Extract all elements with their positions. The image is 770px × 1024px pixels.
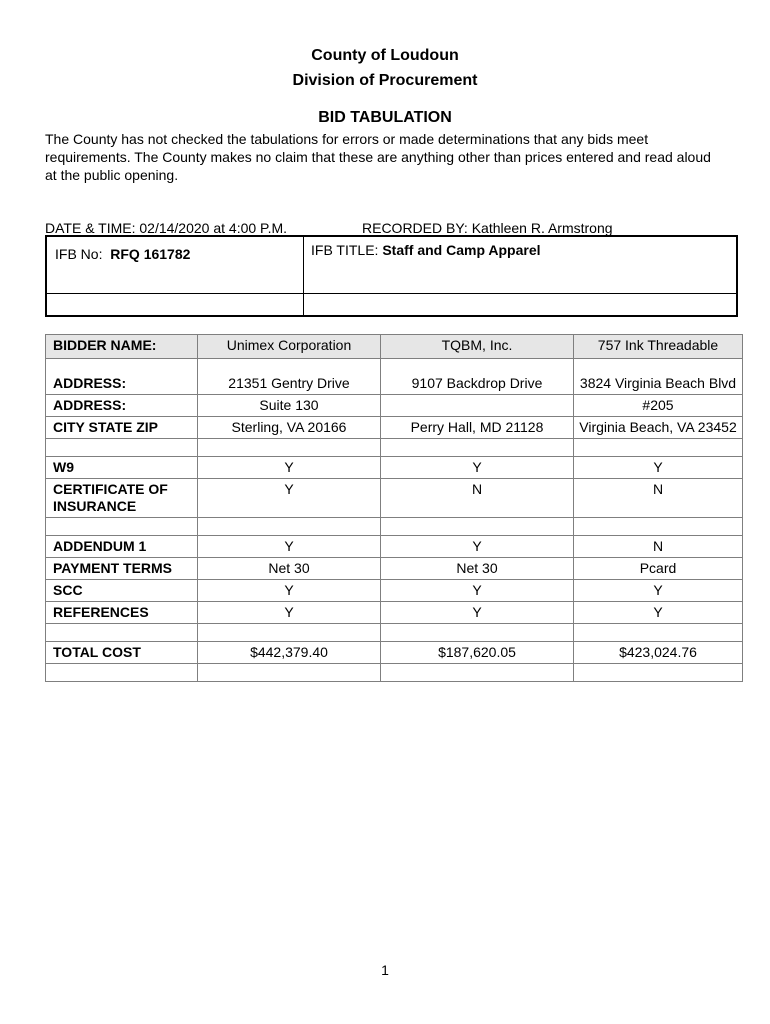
table-row bbox=[46, 417, 743, 439]
date-time: DATE & TIME: 02/14/2020 at 4:00 P.M. bbox=[45, 220, 288, 236]
table-row bbox=[46, 664, 743, 682]
references-cell: Y bbox=[574, 602, 743, 624]
scc-label: SCC bbox=[46, 580, 198, 602]
ifb-number-value: RFQ 161782 bbox=[110, 246, 191, 262]
coi-cell: N bbox=[574, 479, 743, 518]
table-row bbox=[46, 359, 743, 395]
addendum-cell: Y bbox=[198, 536, 381, 558]
address2-cell bbox=[381, 395, 574, 417]
total-cost-cell: $187,620.05 bbox=[381, 642, 574, 664]
payment-terms-cell: Net 30 bbox=[198, 558, 381, 580]
w9-cell: Y bbox=[574, 457, 743, 479]
bidder-name: 757 Ink Threadable bbox=[574, 335, 743, 359]
address2-cell: #205 bbox=[574, 395, 743, 417]
w9-cell: Y bbox=[198, 457, 381, 479]
table-row bbox=[46, 395, 743, 417]
city-cell: Virginia Beach, VA 23452 bbox=[574, 417, 743, 439]
total-cost-cell: $442,379.40 bbox=[198, 642, 381, 664]
coi-cell: N bbox=[381, 479, 574, 518]
table-row bbox=[46, 536, 743, 558]
bidder-name: Unimex Corporation bbox=[198, 335, 381, 359]
bidder-name: TQBM, Inc. bbox=[381, 335, 574, 359]
scc-cell: Y bbox=[381, 580, 574, 602]
address2-cell: Suite 130 bbox=[198, 395, 381, 417]
division-name: Division of Procurement bbox=[292, 72, 478, 89]
disclaimer-text: The County has not checked the tabulations for errors or made determinations that any bids meet requirements. The County makes no claim that these are anything other than prices entered and read aloud at the public opening. bbox=[45, 131, 711, 183]
city-cell: Perry Hall, MD 21128 bbox=[381, 417, 574, 439]
org-name: County of Loudoun bbox=[311, 47, 459, 64]
coi-label: CERTIFICATE OF INSURANCE bbox=[46, 479, 198, 518]
addendum-cell: Y bbox=[381, 536, 574, 558]
total-cost-label: TOTAL COST bbox=[46, 642, 198, 664]
table-row bbox=[46, 479, 743, 518]
w9-label: W9 bbox=[46, 457, 198, 479]
address-cell: 21351 Gentry Drive bbox=[198, 359, 381, 395]
address-cell: 9107 Backdrop Drive bbox=[381, 359, 574, 395]
table-row bbox=[46, 457, 743, 479]
references-label: REFERENCES bbox=[46, 602, 198, 624]
ifb-number-label: IFB No: bbox=[55, 246, 103, 262]
table-row bbox=[46, 642, 743, 664]
table-row bbox=[46, 518, 743, 536]
city-cell: Sterling, VA 20166 bbox=[198, 417, 381, 439]
addendum-label: ADDENDUM 1 bbox=[46, 536, 198, 558]
ifb-info-box bbox=[45, 235, 738, 317]
address-label: ADDRESS: bbox=[46, 359, 198, 395]
recorded-by: RECORDED BY: Kathleen R. Armstrong bbox=[362, 220, 613, 236]
table-row bbox=[46, 335, 743, 359]
page-number: 1 bbox=[381, 962, 389, 978]
addendum-cell: N bbox=[574, 536, 743, 558]
coi-cell: Y bbox=[198, 479, 381, 518]
table-row bbox=[46, 624, 743, 642]
ifb-number bbox=[55, 246, 190, 262]
table-row bbox=[46, 580, 743, 602]
ifb-title-label: IFB TITLE: bbox=[311, 242, 379, 258]
payment-terms-cell: Net 30 bbox=[381, 558, 574, 580]
address-cell: 3824 Virginia Beach Blvd bbox=[574, 359, 743, 395]
scc-cell: Y bbox=[198, 580, 381, 602]
ifb-title bbox=[311, 242, 541, 258]
scc-cell: Y bbox=[574, 580, 743, 602]
references-cell: Y bbox=[381, 602, 574, 624]
w9-cell: Y bbox=[381, 457, 574, 479]
table-row bbox=[46, 439, 743, 457]
address2-label: ADDRESS: bbox=[46, 395, 198, 417]
table-row bbox=[46, 558, 743, 580]
document-title: BID TABULATION bbox=[318, 109, 452, 126]
references-cell: Y bbox=[198, 602, 381, 624]
payment-terms-label: PAYMENT TERMS bbox=[46, 558, 198, 580]
total-cost-cell: $423,024.76 bbox=[574, 642, 743, 664]
payment-terms-cell: Pcard bbox=[574, 558, 743, 580]
ifb-title-value: Staff and Camp Apparel bbox=[382, 242, 541, 258]
city-label: CITY STATE ZIP bbox=[46, 417, 198, 439]
table-row bbox=[46, 602, 743, 624]
divider bbox=[303, 237, 304, 315]
divider bbox=[47, 293, 736, 294]
bidder-name-label: BIDDER NAME: bbox=[46, 335, 198, 359]
bid-tabulation-table bbox=[45, 334, 743, 682]
